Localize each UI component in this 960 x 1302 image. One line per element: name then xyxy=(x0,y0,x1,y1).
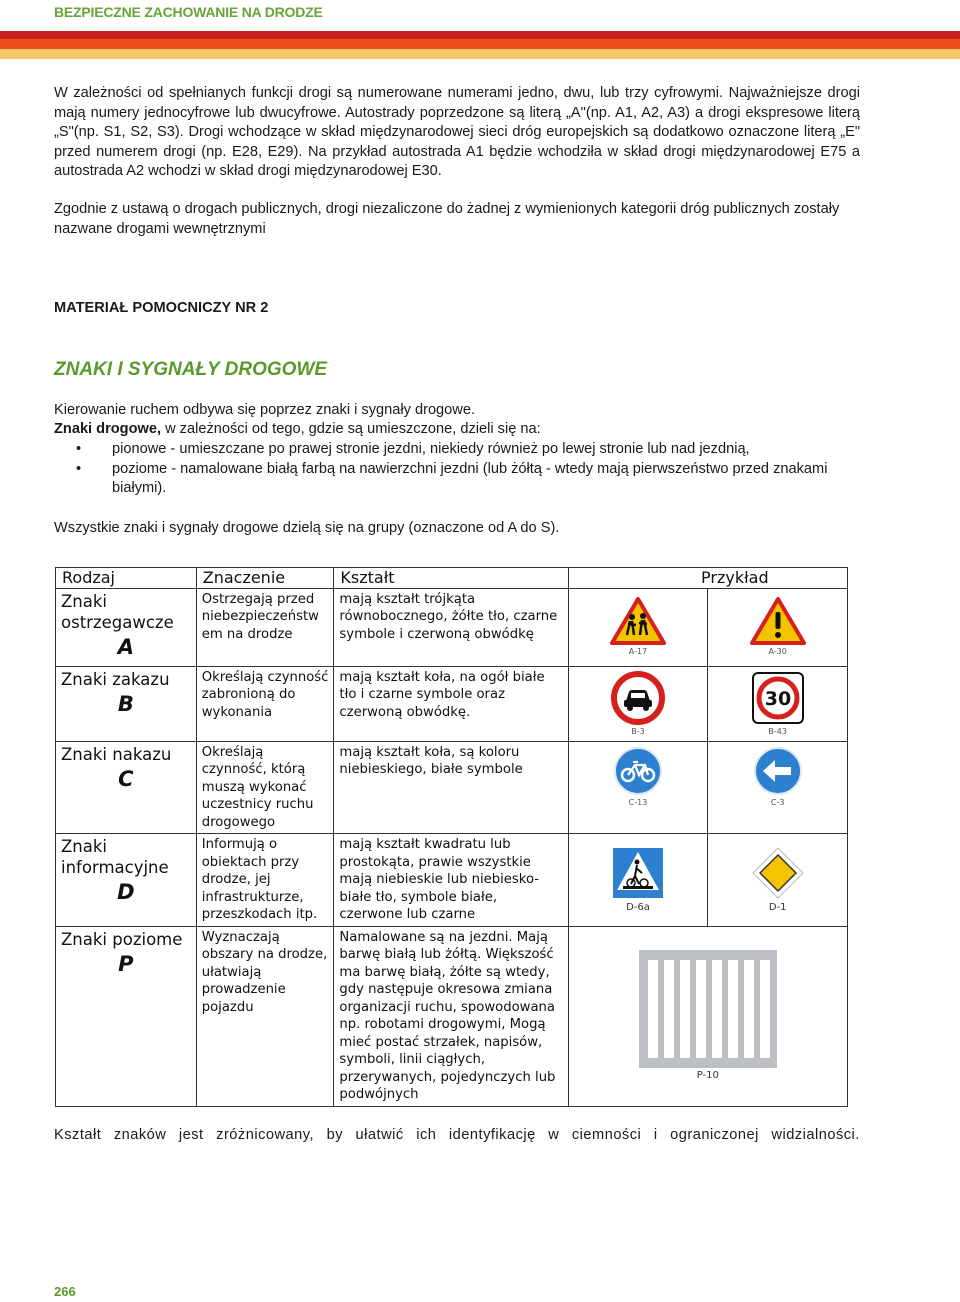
material-heading: MATERIAŁ POMOCNICZY NR 2 xyxy=(54,300,269,316)
row-type xyxy=(56,588,197,666)
section-line-2 xyxy=(54,420,860,440)
row-shape: mają kształt kwadratu lub prostokąta, prawie wszystkie mają niebieskie lub niebiesko-białe tło, symbole białe, czerwone lub czarne xyxy=(334,834,568,927)
row-type-name: Znaki nakazu xyxy=(61,744,172,764)
sign-code: P-10 xyxy=(696,1070,719,1081)
example-cell xyxy=(708,741,848,834)
header-type: Rodzaj xyxy=(56,568,197,589)
children-warning-sign-icon xyxy=(610,597,666,645)
section-line-2-bold: Znaki drogowe, xyxy=(54,421,162,437)
bicycle-path-sign-icon xyxy=(613,746,663,796)
row-letter: A xyxy=(117,634,134,659)
row-type-name: Znaki informacyjne xyxy=(61,837,169,877)
groups-paragraph: Wszystkie znaki i sygnały drogowe dzielą się na grupy (oznaczone od A do S). xyxy=(54,520,560,536)
example-cell xyxy=(708,666,848,741)
row-shape: mają kształt koła, na ogół białe tło i czarne symbole oraz czerwoną obwódkę. xyxy=(334,666,568,741)
section-line-1: Kierowanie ruchem odbywa się poprzez znaki i sygnały drogowe. xyxy=(54,402,476,418)
table-row xyxy=(56,926,848,1106)
pedestrian-crossing-marking-icon xyxy=(639,950,777,1068)
speed-limit-value: 30 xyxy=(764,687,791,710)
row-letter: C xyxy=(118,766,134,791)
table-row xyxy=(56,834,848,927)
row-type-name: Znaki ostrzegawcze xyxy=(61,591,174,632)
table-header-row xyxy=(56,568,848,589)
row-meaning: Informują o obiektach przy drodze, jej infrastrukturze, przeszkodach itp. xyxy=(196,834,334,927)
row-shape: mają kształt trójkąta równobocznego, żółte tło, czarne symbole i czerwoną obwódkę xyxy=(334,588,568,666)
row-letter: P xyxy=(118,951,134,976)
sign-type-list xyxy=(54,440,860,499)
sign-code: C-3 xyxy=(770,797,785,807)
sign-code: B-43 xyxy=(768,726,787,736)
road-signs-table xyxy=(55,567,848,1107)
example-cell xyxy=(568,741,708,834)
header-stripe-red xyxy=(0,31,960,39)
priority-road-sign-icon xyxy=(751,846,805,900)
general-danger-sign-icon xyxy=(750,597,806,645)
example-cell xyxy=(708,834,848,927)
header-shape: Kształt xyxy=(334,568,568,589)
row-meaning: Określają czynność, którą muszą wykonać uczestnicy ruchu drogowego xyxy=(196,741,334,834)
no-cars-sign-icon xyxy=(611,671,665,725)
sign-code: D-1 xyxy=(768,901,787,913)
example-cell xyxy=(568,834,708,927)
example-cell xyxy=(568,588,708,666)
sign-code: B-3 xyxy=(631,726,645,736)
table-row xyxy=(56,666,848,741)
section-title: ZNAKI I SYGNAŁY DROGOWE xyxy=(54,359,328,380)
example-cell xyxy=(708,588,848,666)
intro-paragraph-1: W zależności od spełnianych funkcji drogi są numerowane numerami jedno, dwu, lub trzy cyfrowymi. Najważniejsze drogi mają numery jednocyfrowe lub dwucyfrowe. Autostrady poprzedzone są literą „A"(np. A1, A2, A3) a drogi ekspresowe literą „S"(np. S1, S2, S3). Drogi wchodzące w skład międzynarodowej sieci dróg europejskich są dodatkowo oznaczone literą „E" przed numerem drogi (np. E28, E29). Na przykład autostrada A1 będzie wchodziła w skład drogi międzynarodowej E75 a autostrada A2 wchodzi w skład drogi międzynarodowej E30. xyxy=(54,85,860,179)
row-type-name: Znaki zakazu xyxy=(61,669,170,689)
row-letter: D xyxy=(117,880,135,904)
row-shape: Namalowane są na jezdni. Mają barwę białą lub żółtą. Większość ma barwę białą, żółte są wtedy, gdy następuje okresowa zmiana organizacji ruchu, spowodowana np. robotami drogowymi, Mogą mieć postać strzałek, napisów, symboli, linii ciągłych, przerywanych, pojedynczych lub podwójnych xyxy=(334,926,568,1106)
row-type-name: Znaki poziome xyxy=(61,929,183,949)
sign-code: A-30 xyxy=(768,647,787,656)
row-type xyxy=(56,666,197,741)
header-stripe-yellow xyxy=(0,49,960,59)
page-header xyxy=(0,0,960,60)
row-type xyxy=(56,741,197,834)
row-type xyxy=(56,834,197,927)
header-meaning: Znaczenie xyxy=(196,568,334,589)
row-letter: B xyxy=(117,691,134,716)
section-line-2-rest: w zależności od tego, gdzie są umieszczone, dzieli się na: xyxy=(161,421,541,437)
header-stripe-orange xyxy=(0,39,960,49)
intro-paragraph-2: Zgodnie z ustawą o drogach publicznych, drogi niezaliczone do żadnej z wymienionych kategorii dróg publicznych zostały nazwane drogami wewnętrznymi xyxy=(54,201,840,237)
table-row xyxy=(56,741,848,834)
list-item: • pionowe - umieszczane po prawej stronie jezdni, niekiedy również po lewej stronie lub nad jezdnią, xyxy=(54,440,860,460)
row-meaning: Wyznaczają obszary na drodze, ułatwiają prowadzenie pojazdu xyxy=(196,926,334,1106)
sign-code: D-6a xyxy=(626,901,650,913)
row-meaning: Określają czynność zabronioną do wykonania xyxy=(196,666,334,741)
list-item: • poziome - namalowane białą farbą na nawierzchni jezdni (lub żółtą - wtedy mają pierwszeństwo przed znakami białymi). xyxy=(54,460,860,499)
row-type xyxy=(56,926,197,1106)
sign-code: C-13 xyxy=(628,797,648,807)
table-row xyxy=(56,588,848,666)
header-title: BEZPIECZNE ZACHOWANIE NA DRODZE xyxy=(54,4,323,20)
row-meaning: Ostrzegają przed niebezpieczeństw em na drodze xyxy=(196,588,334,666)
row-shape: mają kształt koła, są koloru niebieskiego, białe symbole xyxy=(334,741,568,834)
sign-code: A-17 xyxy=(628,647,648,656)
closing-paragraph: Kształt znaków jest zróżnicowany, by ułatwić ich identyfikację w ciemności i ograniczonej widzialności. xyxy=(54,1127,860,1143)
speed-zone-sign-icon xyxy=(750,671,806,725)
page-number: 266 xyxy=(54,1284,76,1299)
header-example: Przykład xyxy=(568,568,847,589)
example-cell xyxy=(568,666,708,741)
example-cell xyxy=(568,926,847,1106)
turn-left-sign-icon xyxy=(753,746,803,796)
pedestrian-and-cycle-crossing-sign-icon xyxy=(611,846,665,900)
